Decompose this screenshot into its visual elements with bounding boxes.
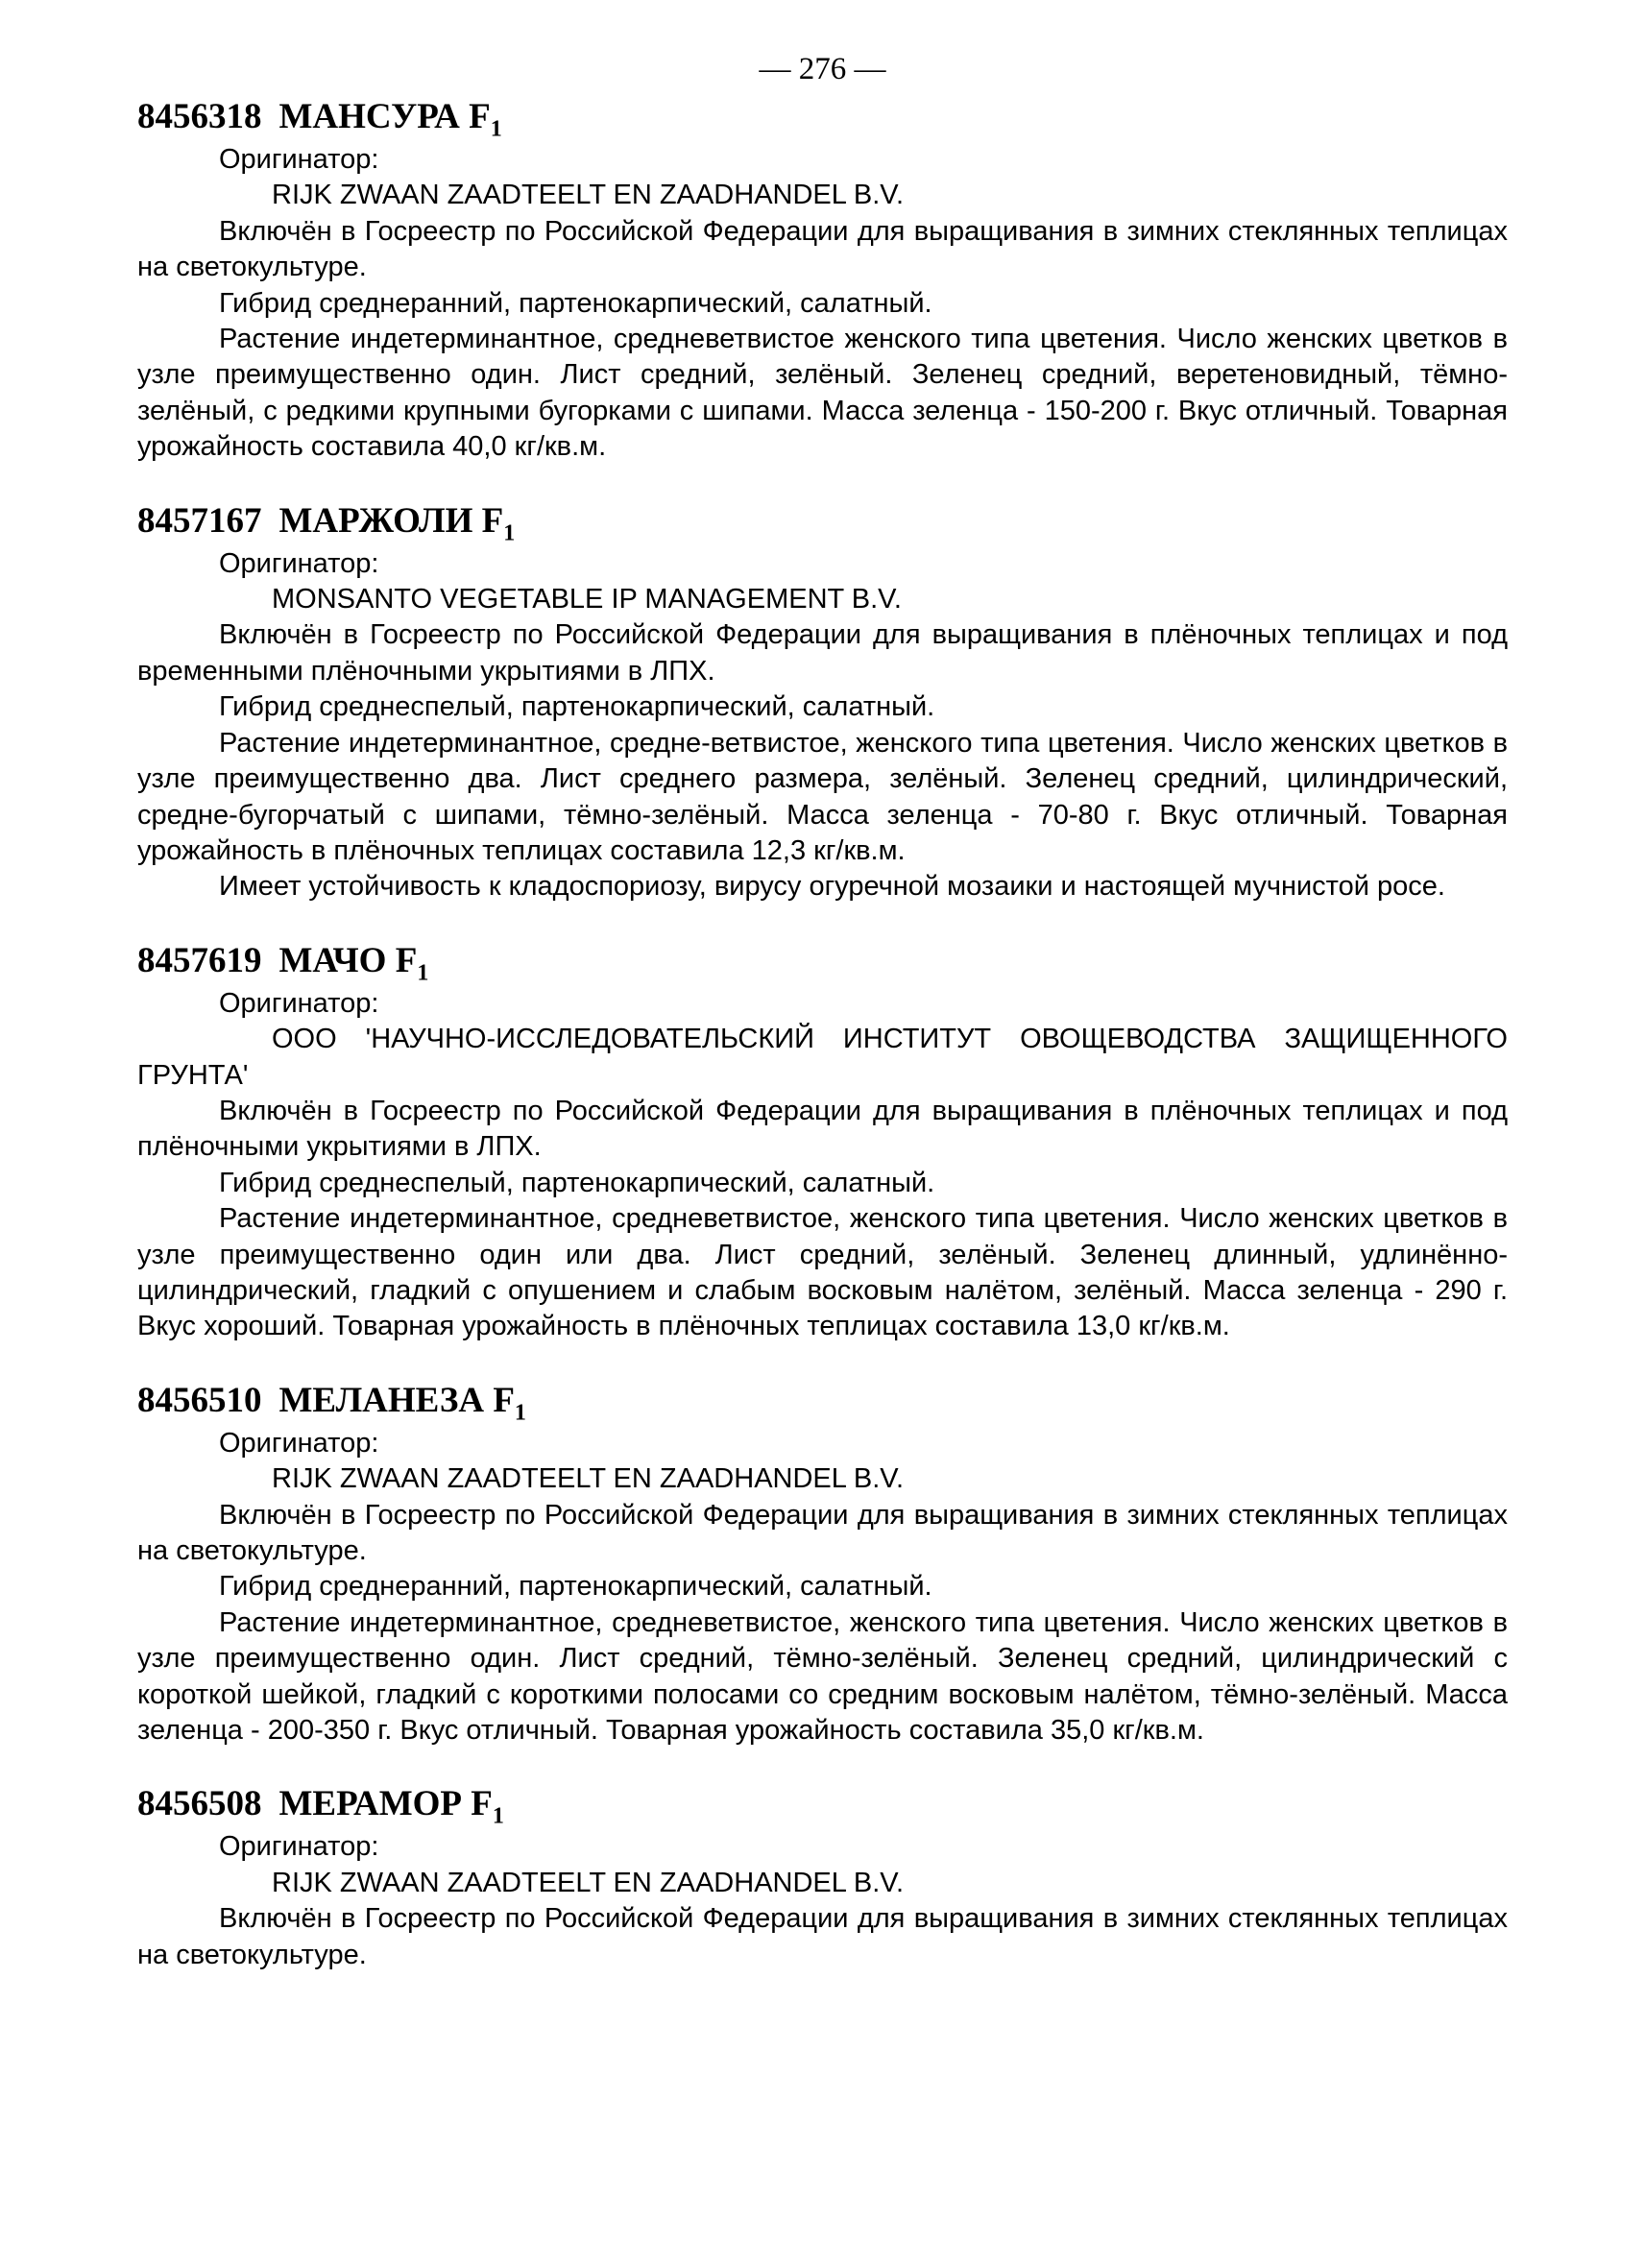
- variety-subscript: 1: [514, 1400, 526, 1426]
- description-paragraph: Гибрид среднеранний, партенокарпический, салатный.: [219, 287, 932, 319]
- variety-entry: [137, 96, 1508, 466]
- originator-name: RIJK ZWAAN ZAADTEELT EN ZAADHANDEL B.V.: [272, 180, 905, 211]
- description-paragraph: Растение индетерминантное, средневетвистое женского типа цветения. Число женских цветков в узле преимущественно один. Лист средний, зелёный. Зеленец средний, веретеновидный, тёмно-зелёный, с редкими крупными бугорками с шипами. Масса зеленца - 150-200 г. Вкус отличный. Товарная урожайность составила 40,0 кг/кв.м.: [137, 324, 1508, 463]
- variety-name: МЕРАМОР F: [278, 1784, 493, 1824]
- variety-code: 8456318: [137, 97, 262, 136]
- description-paragraph: Растение индетерминантное, средневетвистое, женского типа цветения. Число женских цветков в узле преимущественно один или два. Лист средний, зелёный. Зеленец длинный, удлинённо-цилиндрический, гладкий с опушением и слабым восковым налётом, зелёный. Масса зеленца - 290 г. Вкус хороший. Товарная урожайность в плёночных теплицах составила 13,0 кг/кв.м.: [137, 1203, 1508, 1342]
- variety-name: МАНСУРА F: [278, 97, 491, 136]
- variety-title: [137, 1380, 1508, 1426]
- originator-name: RIJK ZWAAN ZAADTEELT EN ZAADHANDEL B.V.: [272, 1463, 905, 1495]
- variety-title: [137, 96, 1508, 142]
- variety-code: 8456510: [137, 1380, 262, 1420]
- description-paragraph: Растение индетерминантное, средневетвистое, женского типа цветения. Число женских цветков в узле преимущественно один. Лист средний, тёмно-зелёный. Зеленец средний, цилиндрический с короткой шейкой, гладкий с короткими полосами со средним восковым налётом, тёмно-зелёный. Масса зеленца - 200-350 г. Вкус отличный. Товарная урожайность составила 35,0 кг/кв.м.: [137, 1606, 1508, 1747]
- variety-subscript: 1: [503, 520, 516, 546]
- description-paragraph: Гибрид среднеранний, партенокарпический, салатный.: [219, 1571, 932, 1603]
- variety-entry: [137, 500, 1508, 905]
- originator-name: ООО 'НАУЧНО-ИССЛЕДОВАТЕЛЬСКИЙ ИНСТИТУТ ОВОЩЕВОДСТВА ЗАЩИЩЕННОГО ГРУНТА': [137, 1024, 1508, 1091]
- variety-code: 8457167: [137, 500, 262, 541]
- description-paragraph: Имеет устойчивость к кладоспориозу, вирусу огуречной мозаики и настоящей мучнистой росе.: [219, 871, 1445, 903]
- variety-subscript: 1: [490, 116, 502, 142]
- description-paragraph: Гибрид среднеспелый, партенокарпический, салатный.: [219, 1167, 935, 1198]
- description-paragraph: Включён в Госреестр по Российской Федерации для выращивания в зимних стеклянных теплицах на светокультуре.: [137, 215, 1508, 283]
- variety-title: [137, 940, 1508, 986]
- variety-entry: [137, 940, 1508, 1345]
- description-paragraph: Включён в Госреестр по Российской Федерации для выращивания в плёночных теплицах и под временными плёночными укрытиями в ЛПХ.: [137, 619, 1508, 687]
- description-paragraph: Растение индетерминантное, средне-ветвистое, женского типа цветения. Число женских цветков в узле преимущественно два. Лист среднего размера, зелёный. Зеленец средний, цилиндрический, средне-бугорчатый с шипами, тёмно-зелёный. Масса зеленца - 70-80 г. Вкус отличный. Товарная урожайность в плёночных теплицах составила 12,3 кг/кв.м.: [137, 727, 1508, 866]
- originator-label: Оригинатор:: [219, 547, 379, 579]
- originator-label: Оригинатор:: [219, 144, 379, 175]
- variety-entry: [137, 1783, 1508, 1973]
- description-paragraph: Гибрид среднеспелый, партенокарпический, салатный.: [219, 691, 935, 723]
- page-number: — 276 —: [759, 52, 886, 86]
- description-paragraph: Включён в Госреестр по Российской Федерации для выращивания в плёночных теплицах и под плёночными укрытиями в ЛПХ.: [137, 1095, 1508, 1163]
- description-paragraph: Включён в Госреестр по Российской Федерации для выращивания в зимних стеклянных теплицах на светокультуре.: [137, 1499, 1508, 1566]
- variety-name: МАЧО F: [278, 940, 418, 980]
- document-page: [137, 50, 1508, 2008]
- variety-title: [137, 1783, 1508, 1829]
- variety-title: [137, 500, 1508, 546]
- description-paragraph: Включён в Госреестр по Российской Федерации для выращивания в зимних стеклянных теплицах на светокультуре.: [137, 1903, 1508, 1970]
- variety-subscript: 1: [492, 1803, 504, 1829]
- variety-name: МАРЖОЛИ F: [278, 500, 504, 541]
- originator-name: MONSANTO VEGETABLE IP MANAGEMENT B.V.: [272, 584, 902, 615]
- variety-code: 8456508: [137, 1784, 262, 1824]
- originator-label: Оригинатор:: [219, 1831, 379, 1863]
- originator-name: RIJK ZWAAN ZAADTEELT EN ZAADHANDEL B.V.: [272, 1867, 905, 1898]
- variety-code: 8457619: [137, 940, 262, 980]
- originator-label: Оригинатор:: [219, 987, 379, 1019]
- originator-label: Оригинатор:: [219, 1427, 379, 1459]
- variety-entry: [137, 1380, 1508, 1749]
- variety-subscript: 1: [417, 960, 429, 986]
- variety-name: МЕЛАНЕЗА F: [278, 1380, 515, 1420]
